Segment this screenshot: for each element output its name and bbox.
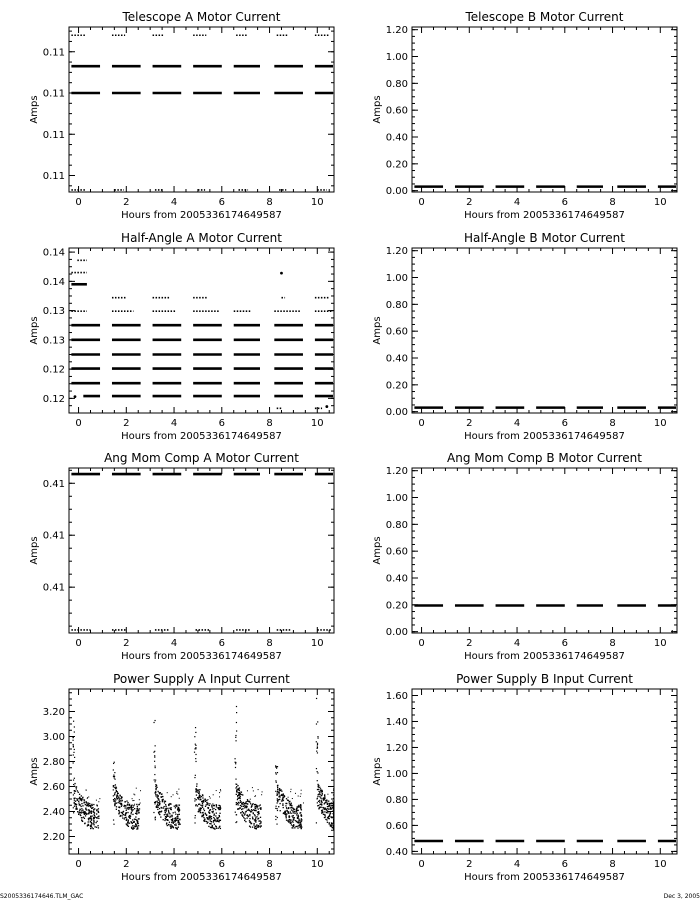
y-tick-label: 0.40 [385, 573, 408, 585]
x-tick-label: 4 [513, 859, 521, 870]
y-axis-label: Amps [372, 536, 383, 565]
x-tick-label: 10 [310, 638, 324, 649]
y-tick-label: 1.60 [385, 690, 408, 702]
data-point [280, 272, 283, 275]
y-tick-label: 0.11 [42, 47, 65, 59]
x-tick-label: 2 [123, 197, 130, 208]
y-tick-label: 1.40 [385, 716, 408, 728]
x-tick-label: 10 [310, 197, 324, 208]
y-tick-label: 0.80 [385, 299, 408, 311]
y-tick-label: 1.20 [385, 466, 408, 478]
y-tick-label: 0.80 [385, 78, 408, 90]
x-tick-label: 2 [466, 197, 473, 208]
chart-panel [372, 10, 677, 221]
x-tick-label: 2 [123, 418, 130, 429]
x-axis-label: Hours from 2005336174649587 [121, 210, 282, 221]
x-tick-label: 2 [466, 859, 473, 870]
data-point [74, 395, 77, 398]
x-tick-label: 2 [123, 638, 130, 649]
footer-date: Dec 3, 2005 [663, 893, 700, 900]
chart-panel [29, 231, 334, 442]
x-tick-label: 8 [266, 638, 273, 649]
chart-panel [372, 231, 677, 442]
y-tick-label: 0.00 [385, 627, 408, 639]
y-tick-label: 0.11 [42, 88, 65, 100]
y-tick-label: 0.13 [42, 306, 65, 318]
chart-title: Telescope B Motor Current [465, 10, 624, 24]
plot-frame [69, 248, 334, 413]
x-tick-label: 0 [418, 197, 425, 208]
x-axis-label: Hours from 2005336174649587 [464, 872, 625, 883]
data-cycle [275, 765, 304, 829]
x-tick-label: 8 [266, 859, 273, 870]
y-tick-label: 0.41 [42, 478, 65, 490]
y-tick-label: 0.14 [42, 247, 65, 259]
x-tick-label: 6 [218, 638, 225, 649]
y-tick-label: 0.60 [385, 820, 408, 832]
x-tick-label: 6 [218, 859, 225, 870]
x-tick-label: 8 [609, 418, 616, 429]
chart-panel [372, 451, 677, 662]
y-tick-label: 0.20 [385, 380, 408, 392]
x-tick-label: 2 [123, 859, 130, 870]
x-tick-label: 8 [266, 418, 273, 429]
x-tick-label: 4 [513, 638, 521, 649]
chart-title: Power Supply B Input Current [456, 672, 633, 686]
plot-frame [412, 27, 677, 192]
y-tick-label: 1.00 [385, 273, 408, 285]
x-axis-label: Hours from 2005336174649587 [121, 872, 282, 883]
y-tick-label: 0.40 [385, 846, 408, 858]
plot-frame [412, 248, 677, 413]
plot-frame [69, 468, 334, 633]
y-tick-label: 0.80 [385, 794, 408, 806]
y-tick-label: 1.00 [385, 493, 408, 505]
x-tick-label: 0 [75, 197, 82, 208]
x-tick-label: 4 [170, 197, 178, 208]
y-axis-label: Amps [29, 757, 40, 786]
y-tick-label: 2.80 [42, 757, 65, 768]
y-axis-label: Amps [372, 95, 383, 124]
y-axis-label: Amps [29, 95, 40, 124]
x-tick-label: 10 [653, 638, 667, 649]
footer-filename: S2005336174646.TLM_GAC [0, 893, 84, 900]
data-cycle [72, 721, 100, 830]
plot-frame [412, 689, 677, 854]
x-tick-label: 4 [513, 418, 521, 429]
y-tick-label: 0.40 [385, 353, 408, 365]
data-cycle [234, 706, 262, 830]
y-tick-label: 2.40 [42, 807, 65, 818]
x-axis-label: Hours from 2005336174649587 [121, 651, 282, 662]
x-tick-label: 10 [310, 859, 324, 870]
x-tick-label: 4 [170, 638, 178, 649]
x-tick-label: 6 [561, 638, 568, 649]
y-axis-label: Amps [29, 316, 40, 345]
y-axis-label: Amps [29, 536, 40, 565]
plot-frame [412, 468, 677, 633]
x-tick-label: 6 [218, 197, 225, 208]
data-cycle [153, 720, 180, 830]
y-tick-label: 3.00 [42, 732, 65, 743]
y-tick-label: 2.60 [42, 782, 65, 793]
x-tick-label: 6 [561, 859, 568, 870]
x-axis-label: Hours from 2005336174649587 [464, 651, 625, 662]
x-tick-label: 0 [75, 859, 82, 870]
y-tick-label: 1.20 [385, 25, 408, 37]
y-tick-label: 3.20 [42, 707, 65, 718]
chart-panel [29, 672, 334, 883]
x-tick-label: 2 [466, 638, 473, 649]
y-tick-label: 1.00 [385, 52, 408, 64]
y-axis-label: Amps [372, 757, 383, 786]
x-tick-label: 10 [653, 197, 667, 208]
y-tick-label: 0.80 [385, 519, 408, 531]
y-tick-label: 0.12 [42, 393, 65, 405]
x-tick-label: 10 [653, 418, 667, 429]
chart-panel [29, 451, 334, 662]
x-tick-label: 8 [266, 197, 273, 208]
y-tick-label: 0.12 [42, 364, 65, 376]
x-tick-label: 10 [310, 418, 324, 429]
y-tick-label: 0.00 [385, 186, 408, 198]
x-tick-label: 4 [170, 418, 178, 429]
y-tick-label: 0.20 [385, 600, 408, 612]
chart-panel [372, 672, 677, 883]
y-tick-label: 1.20 [385, 246, 408, 258]
y-tick-label: 0.60 [385, 105, 408, 117]
plot-frame [69, 27, 334, 192]
x-tick-label: 8 [609, 197, 616, 208]
y-tick-label: 0.13 [42, 335, 65, 347]
data-point [325, 405, 328, 408]
x-tick-label: 2 [466, 418, 473, 429]
x-tick-label: 0 [418, 859, 425, 870]
chart-title: Telescope A Motor Current [122, 10, 281, 24]
x-axis-label: Hours from 2005336174649587 [464, 210, 625, 221]
plot-frame [69, 689, 334, 854]
x-tick-label: 0 [75, 638, 82, 649]
x-tick-label: 10 [653, 859, 667, 870]
y-tick-label: 0.41 [42, 530, 65, 542]
y-tick-label: 0.41 [42, 582, 65, 594]
chart-panel [29, 10, 334, 221]
data-cycle [113, 762, 141, 830]
y-tick-label: 0.11 [42, 129, 65, 141]
chart-title: Ang Mom Comp A Motor Current [104, 451, 299, 465]
y-tick-label: 2.20 [42, 832, 65, 843]
y-tick-label: 1.00 [385, 768, 408, 780]
chart-title: Half-Angle B Motor Current [464, 231, 625, 245]
x-tick-label: 6 [561, 197, 568, 208]
x-tick-label: 8 [609, 638, 616, 649]
x-tick-label: 6 [218, 418, 225, 429]
x-tick-label: 0 [418, 638, 425, 649]
y-tick-label: 0.11 [42, 171, 65, 182]
y-tick-label: 0.20 [385, 159, 408, 171]
y-tick-label: 0.14 [42, 276, 65, 288]
y-axis-label: Amps [372, 316, 383, 345]
chart-title: Power Supply A Input Current [113, 672, 290, 686]
x-axis-label: Hours from 2005336174649587 [121, 431, 282, 442]
x-tick-label: 8 [609, 859, 616, 870]
y-tick-label: 1.20 [385, 742, 408, 754]
x-tick-label: 4 [170, 859, 178, 870]
chart-title: Ang Mom Comp B Motor Current [447, 451, 642, 465]
chart-title: Half-Angle A Motor Current [121, 231, 282, 245]
data-cycle [194, 727, 221, 830]
x-tick-label: 6 [561, 418, 568, 429]
y-tick-label: 0.60 [385, 546, 408, 558]
y-tick-label: 0.00 [385, 407, 408, 419]
y-tick-label: 0.40 [385, 132, 408, 144]
x-tick-label: 0 [75, 418, 82, 429]
x-tick-label: 0 [418, 418, 425, 429]
x-tick-label: 4 [513, 197, 521, 208]
x-axis-label: Hours from 2005336174649587 [464, 431, 625, 442]
y-tick-label: 0.60 [385, 326, 408, 338]
